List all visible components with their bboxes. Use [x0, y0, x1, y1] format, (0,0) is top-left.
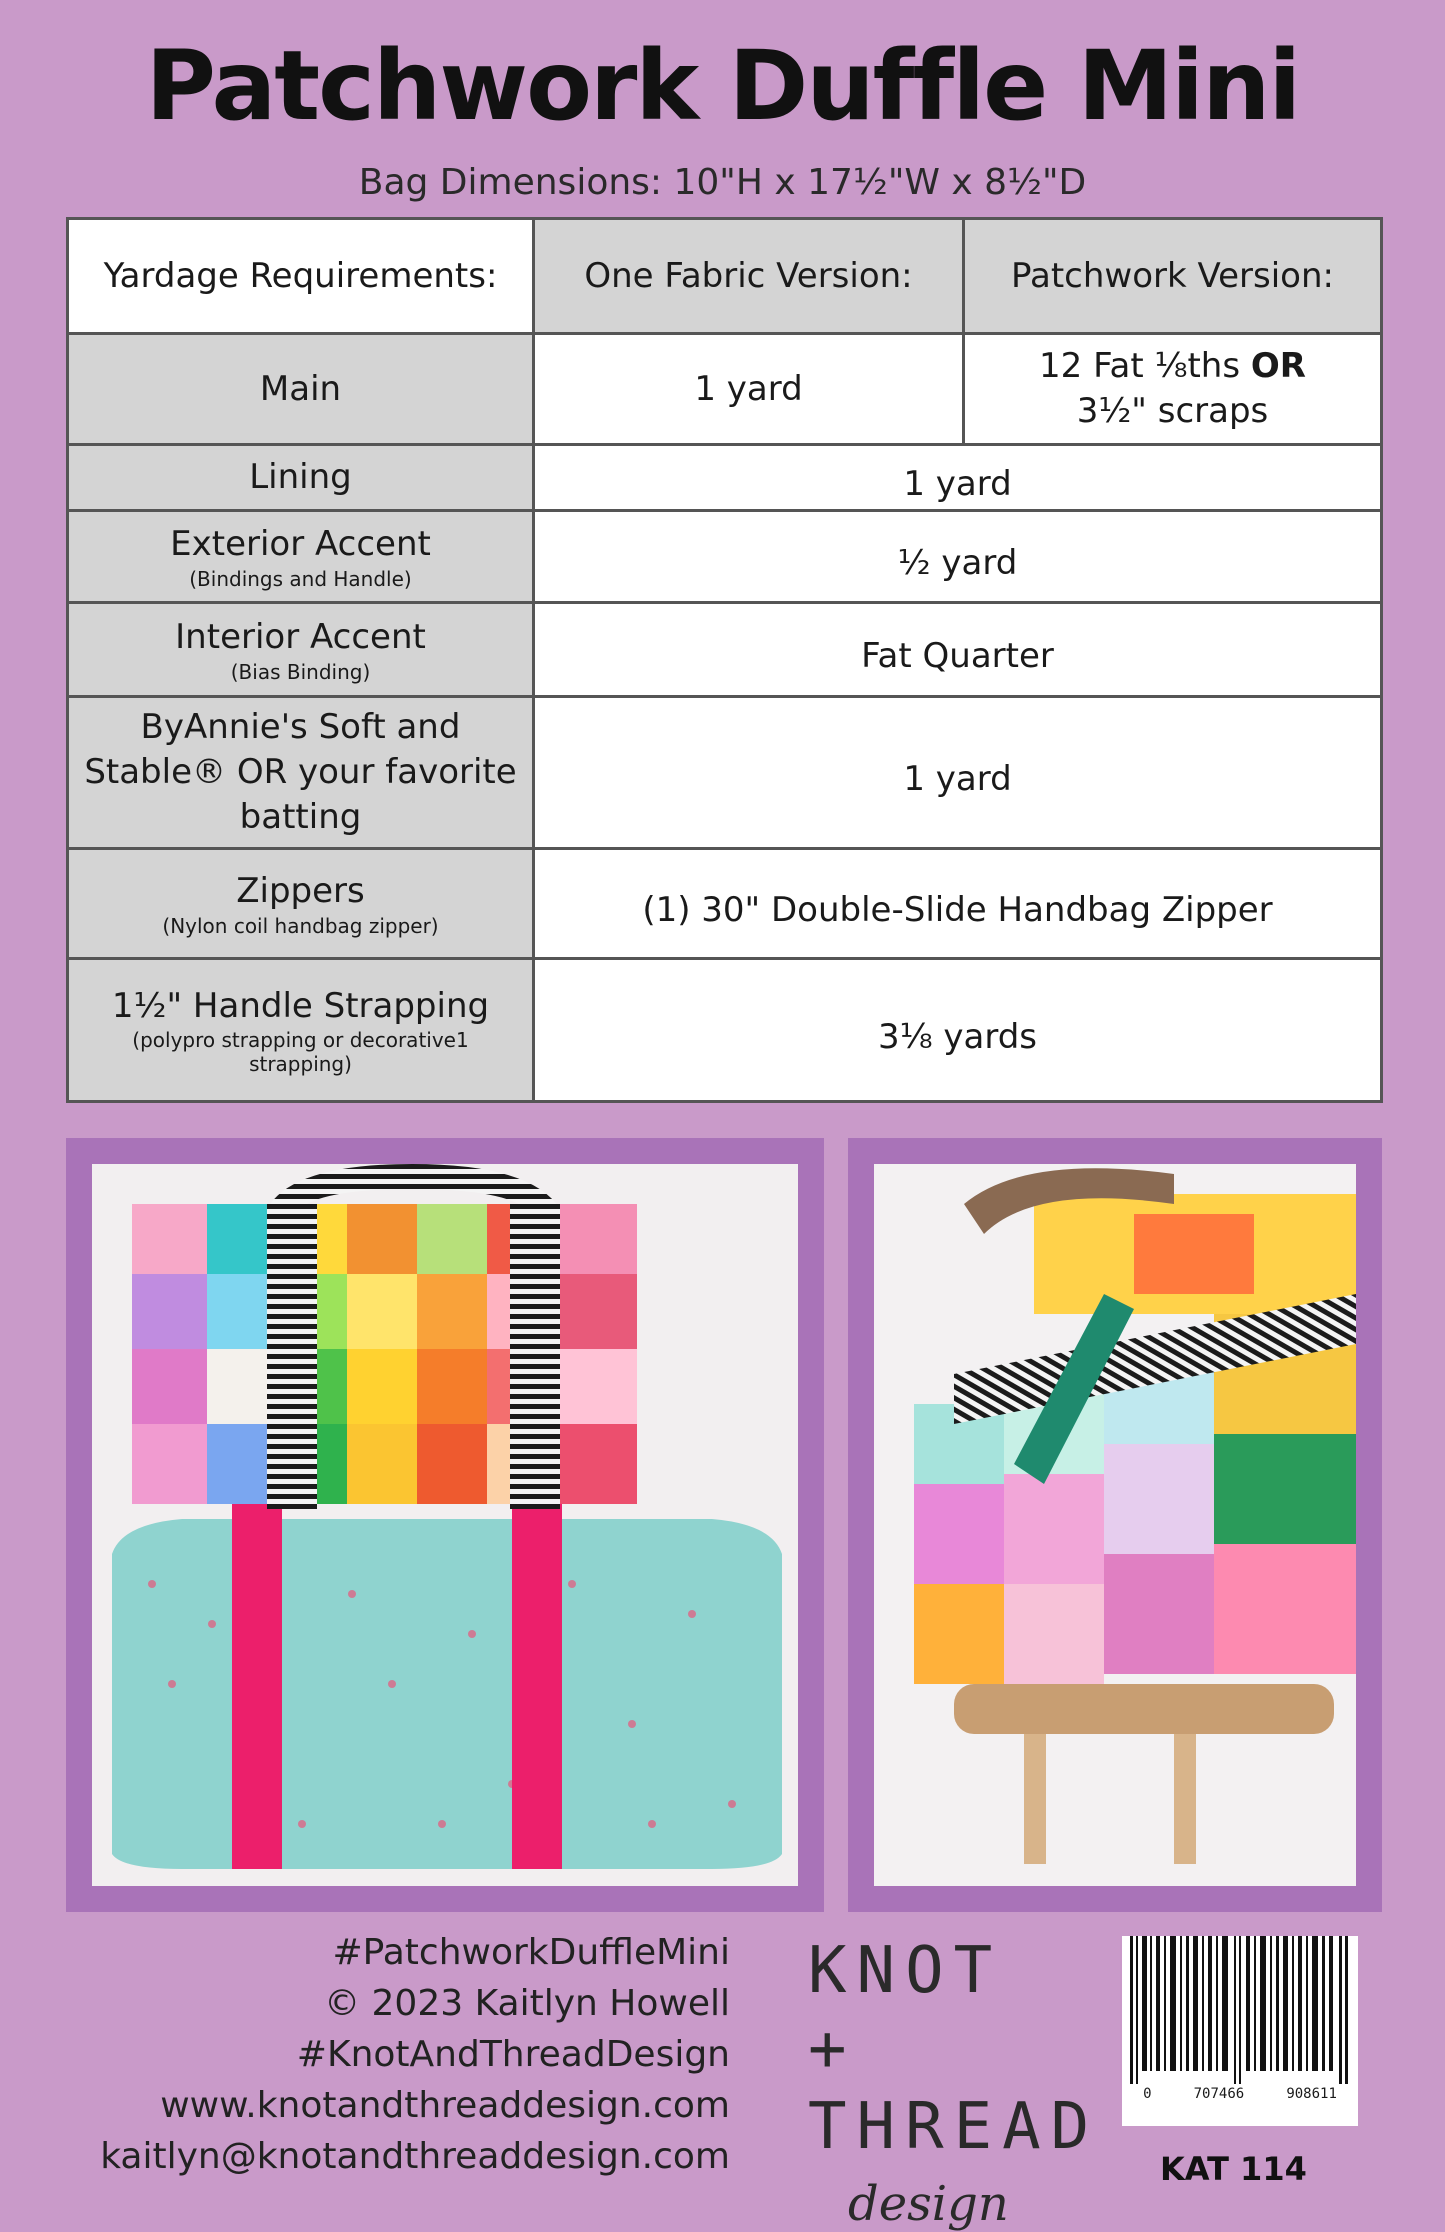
yardage-table: [66, 217, 1383, 1103]
footer-contact: [100, 1927, 730, 2182]
row-sublabel: (Nylon coil handbag zipper): [162, 913, 439, 938]
row-label-text: 1½" Handle Strapping: [111, 985, 490, 1026]
row-value: 1 yard: [534, 445, 1382, 511]
photo-stacked-duffles: [66, 1138, 824, 1912]
row-label-text: Exterior Accent: [170, 524, 431, 565]
footer-website-link[interactable]: www.knotandthreaddesign.com: [160, 2085, 730, 2126]
row-value: 1 yard: [534, 697, 1382, 849]
bag-dimensions: Bag Dimensions: 10"H x 17½"W x 8½"D: [358, 162, 1087, 203]
row-label-text: Lining: [249, 457, 352, 498]
brand-logo: [808, 1932, 1100, 2232]
photo-duffle-closeup: [848, 1138, 1382, 1912]
row-sublabel: (Bindings and Handle): [189, 566, 412, 591]
row-value: Fat Quarter: [534, 603, 1382, 697]
main-one-fabric: 1 yard: [534, 334, 964, 445]
row-value: 3⅛ yards: [534, 959, 1382, 1102]
table-row: [68, 603, 1382, 697]
row-value: ½ yard: [534, 511, 1382, 603]
row-label: [68, 603, 534, 697]
header-patchwork: Patchwork Version:: [964, 219, 1382, 334]
barcode-digits-left: 707466: [1193, 2086, 1245, 2102]
table-row: [68, 959, 1382, 1102]
row-value: (1) 30" Double-Slide Handbag Zipper: [534, 849, 1382, 959]
row-label: [68, 445, 534, 511]
main-patch-b: 3½" scraps: [1076, 391, 1269, 431]
duffle-closeup-illustration: [874, 1164, 1356, 1886]
logo-line-design: design: [848, 2176, 1009, 2232]
footer-copyright: © 2023 Kaitlyn Howell: [324, 1983, 730, 2024]
footer-hashtag-brand: #KnotAndThreadDesign: [296, 2034, 730, 2075]
table-row: [68, 849, 1382, 959]
main-patch-or: OR: [1250, 346, 1306, 387]
table-row: [68, 511, 1382, 603]
row-label: [68, 511, 534, 603]
row-label-text: ByAnnie's Soft and Stable® OR your favorite batting: [84, 707, 517, 837]
header-yardage: Yardage Requirements:: [68, 219, 534, 334]
row-label-text: Zippers: [236, 871, 365, 912]
barcode-digits-right: 908611: [1286, 2086, 1337, 2102]
barcode-bars-icon: [1130, 1936, 1350, 2084]
footer-email-link[interactable]: kaitlyn@knotandthreaddesign.com: [100, 2136, 730, 2177]
footer-hashtag-pattern: #PatchworkDuffleMini: [332, 1932, 730, 1973]
table-header-row: [68, 219, 1382, 334]
row-sublabel: (polypro strapping or decorative1 strapping): [132, 1028, 469, 1077]
row-label: [68, 849, 534, 959]
row-label-text: Interior Accent: [175, 617, 426, 658]
table-row-main: [68, 334, 1382, 445]
logo-line-thread: THREAD: [808, 2090, 1100, 2164]
row-sublabel: (Bias Binding): [230, 659, 371, 684]
row-label-main: Main: [68, 334, 534, 445]
barcode-digit-prefix: 0: [1143, 2086, 1152, 2102]
barcode-numbers: [1122, 2086, 1358, 2102]
barcode: [1122, 1936, 1358, 2126]
sku-code: KAT 114: [1160, 2150, 1307, 2188]
row-label: [68, 959, 534, 1102]
main-patchwork: [964, 334, 1382, 445]
main-patch-a: 12 Fat ⅛ths: [1039, 346, 1241, 387]
header-one-fabric: One Fabric Version:: [534, 219, 964, 334]
page-title: Patchwork Duffle Mini: [145, 30, 1300, 142]
logo-line-knot: KNOT +: [808, 1934, 1003, 2086]
row-label: [68, 697, 534, 849]
table-row: [68, 445, 1382, 511]
stacked-duffles-illustration: [92, 1164, 798, 1886]
table-row: [68, 697, 1382, 849]
